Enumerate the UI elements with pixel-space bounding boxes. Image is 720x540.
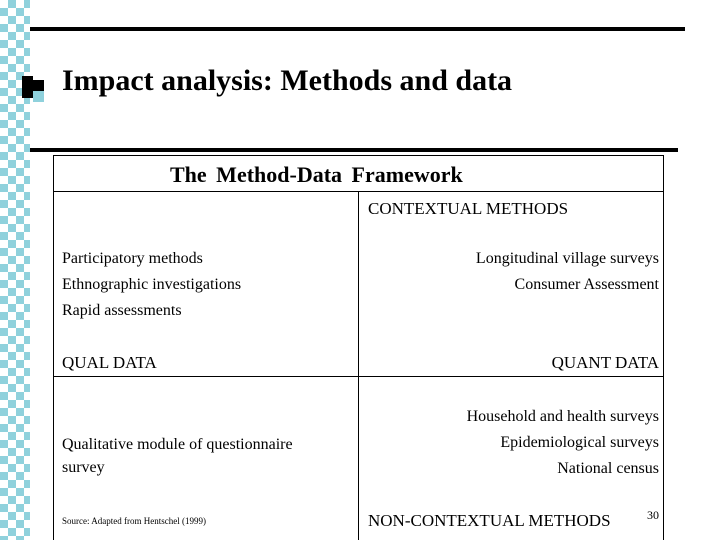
- qual-noncontextual-list: [62, 433, 293, 479]
- slide-title: Impact analysis: Methods and data: [62, 64, 513, 97]
- qual-contextual-list: [62, 246, 241, 324]
- list-item: Consumer Assessment: [514, 276, 659, 293]
- list-item: Longitudinal village surveys: [475, 250, 659, 267]
- qual-data-label: QUAL DATA: [62, 353, 157, 372]
- source-note: Source: Adapted from Hentschel (1999): [62, 516, 206, 526]
- square-bullet-icon: [18, 76, 44, 104]
- slide-number: 30: [647, 508, 659, 522]
- quant-data-label: QUANT DATA: [551, 353, 659, 372]
- non-contextual-methods-label: NON-CONTEXTUAL METHODS: [368, 511, 611, 530]
- list-item: National census: [557, 460, 659, 477]
- framework-title: The Method-Data Framework: [170, 162, 463, 187]
- list-item: Participatory methods: [62, 250, 203, 267]
- title-underline-rule: [30, 148, 678, 152]
- framework-vertical-divider: [358, 192, 359, 540]
- list-item: Rapid assessments: [62, 302, 182, 319]
- top-rule: [30, 27, 685, 31]
- list-item: Household and health surveys: [466, 408, 659, 425]
- list-item: survey: [62, 459, 105, 476]
- quant-contextual-list: [476, 246, 659, 298]
- list-item: Epidemiological surveys: [500, 434, 659, 451]
- quant-noncontextual-list: [467, 404, 659, 482]
- list-item: Qualitative module of questionnaire: [62, 436, 293, 453]
- list-item: Ethnographic investigations: [62, 276, 242, 293]
- contextual-methods-label: CONTEXTUAL METHODS: [368, 199, 569, 218]
